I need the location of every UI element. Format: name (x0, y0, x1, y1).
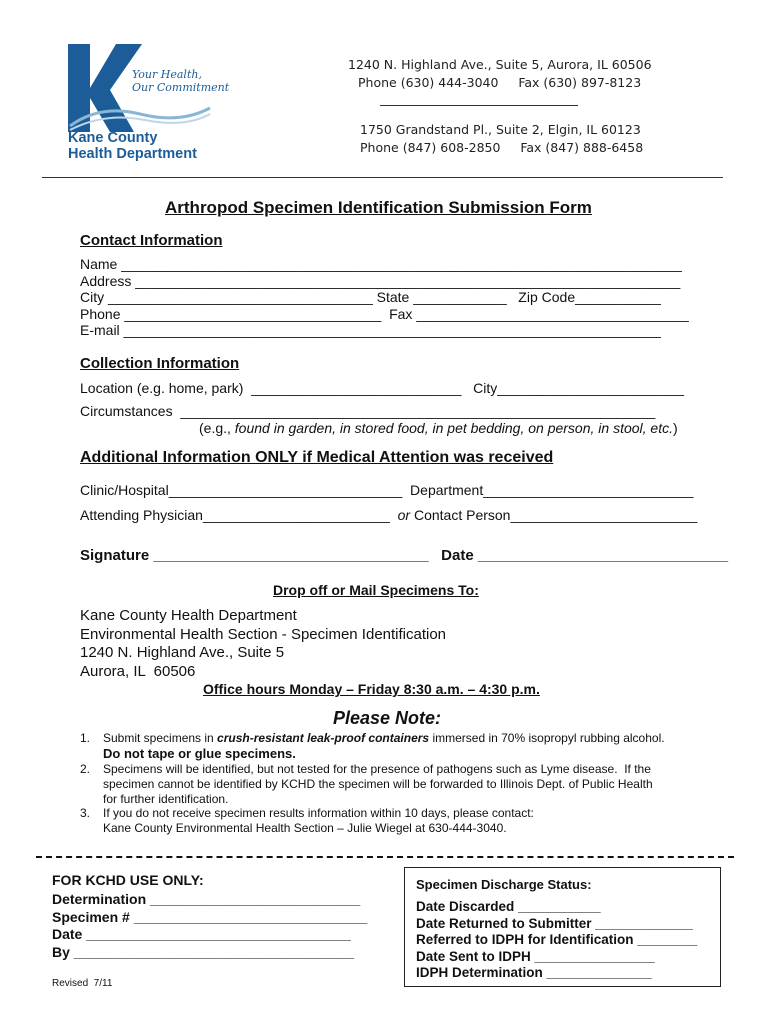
name-field[interactable]: Name ________________________________________________________________________ (80, 256, 682, 272)
note-1-pre: Submit specimens in (103, 731, 218, 745)
logo-org-line-2: Health Department (68, 146, 197, 162)
form-title: Arthropod Specimen Identification Submission Form (165, 198, 592, 217)
physician-or: or (397, 507, 411, 523)
revised-date: Revised 7/11 (52, 978, 113, 989)
kchd-by-field[interactable]: By ____________________________________ (52, 944, 355, 960)
note-1-emphasis: crush-resistant leak-proof containers (217, 731, 430, 745)
physician-contact-field[interactable] (80, 507, 697, 523)
dropoff-address-line: Environmental Health Section - Specimen Identification (80, 626, 447, 643)
discharge-status-box (404, 867, 721, 987)
office2-phone: Phone (847) 608-2850 Fax (847) 888-6458 (360, 140, 644, 155)
contact-person-label: Contact Person________________________ (410, 507, 698, 523)
medical-heading: Additional Information ONLY if Medical Attention was received (80, 449, 554, 466)
example-text: found in garden, in stored food, in pet bedding, on person, in stool, etc. (234, 420, 673, 436)
physician-label: Attending Physician________________________ (80, 507, 398, 523)
circumstances-field[interactable]: Circumstances _____________________________________________________________ (80, 403, 656, 419)
office1-phone: Phone (630) 444-3040 Fax (630) 897-8123 (358, 75, 642, 90)
phone-fax-field[interactable]: Phone _________________________________ Fax ___________________________________ (80, 306, 689, 322)
discharge-heading: Specimen Discharge Status: (416, 877, 592, 892)
kchd-date-field[interactable]: Date __________________________________ (52, 926, 351, 942)
date-returned-field[interactable]: Date Returned to Submitter _____________ (416, 916, 693, 931)
dropoff-heading: Drop off or Mail Specimens To: (273, 582, 479, 598)
dropoff-address-line: 1240 N. Highland Ave., Suite 5 (80, 644, 285, 661)
city-state-zip-field[interactable]: City __________________________________ State ____________ Zip Code___________ (80, 289, 661, 305)
date-discarded-field[interactable]: Date Discarded ___________ (416, 899, 601, 914)
note-number: 3. (80, 806, 91, 820)
office-hours: Office hours Monday – Friday 8:30 a.m. – 4:30 p.m. (203, 681, 540, 697)
office1-address: 1240 N. Highland Ave., Suite 5, Aurora, IL 60506 (348, 57, 652, 72)
please-note-heading: Please Note: (333, 708, 442, 728)
signature-date-field[interactable]: Signature _________________________________ Date ______________________________ (80, 547, 729, 564)
location-city-field[interactable]: Location (e.g. home, park) ___________________________ City________________________ (80, 380, 685, 396)
example-prefix: (e.g., (199, 420, 235, 436)
circumstances-example (199, 420, 678, 436)
specimen-number-field[interactable]: Specimen # ______________________________ (52, 909, 368, 925)
date-sent-idph-field[interactable]: Date Sent to IDPH ________________ (416, 949, 655, 964)
logo-org-line-1: Kane County (68, 130, 158, 146)
example-suffix: ) (673, 420, 678, 436)
kane-county-logo (60, 40, 230, 164)
email-field[interactable]: E-mail _____________________________________________________________________ (80, 322, 661, 338)
note-1-post: immersed in 70% isopropyl rubbing alcohol. (429, 731, 665, 745)
clinic-department-field[interactable]: Clinic/Hospital______________________________ Department___________________________ (80, 482, 694, 498)
referred-idph-field[interactable]: Referred to IDPH for Identification ________ (416, 932, 698, 947)
note-3-line: Kane County Environmental Health Section – Julie Wiegel at 630-444-3040. (103, 821, 507, 835)
note-item-1 (103, 731, 665, 745)
contact-heading: Contact Information (80, 232, 223, 249)
kchd-use-heading: FOR KCHD USE ONLY: (52, 872, 204, 888)
collection-heading: Collection Information (80, 355, 240, 372)
office-divider (380, 105, 578, 106)
determination-field[interactable]: Determination ___________________________ (52, 891, 361, 907)
note-number: 2. (80, 762, 91, 776)
note-number: 1. (80, 731, 91, 745)
cut-line (36, 856, 734, 858)
office2-address: 1750 Grandstand Pl., Suite 2, Elgin, IL 60123 (360, 122, 641, 137)
dropoff-address-line: Aurora, IL 60506 (80, 663, 196, 680)
note-3-line: If you do not receive specimen results information within 10 days, please contact: (103, 806, 534, 820)
note-2-line: for further identification. (103, 792, 229, 806)
logo-tagline-1: Your Health, (132, 68, 202, 81)
note-2-line: specimen cannot be identified by KCHD the specimen will be forwarded to Illinois Dept. of Public Health (103, 777, 653, 791)
note-1-bold-line: Do not tape or glue specimens. (103, 746, 296, 761)
note-2-line: Specimens will be identified, but not tested for the presence of pathogens such as Lyme disease. If the (103, 762, 651, 776)
idph-determination-field[interactable]: IDPH Determination ______________ (416, 965, 652, 980)
dropoff-address-line: Kane County Health Department (80, 607, 297, 624)
address-field[interactable]: Address ______________________________________________________________________ (80, 273, 681, 289)
header-rule (42, 177, 723, 178)
logo-tagline-2: Our Commitment (132, 81, 230, 94)
